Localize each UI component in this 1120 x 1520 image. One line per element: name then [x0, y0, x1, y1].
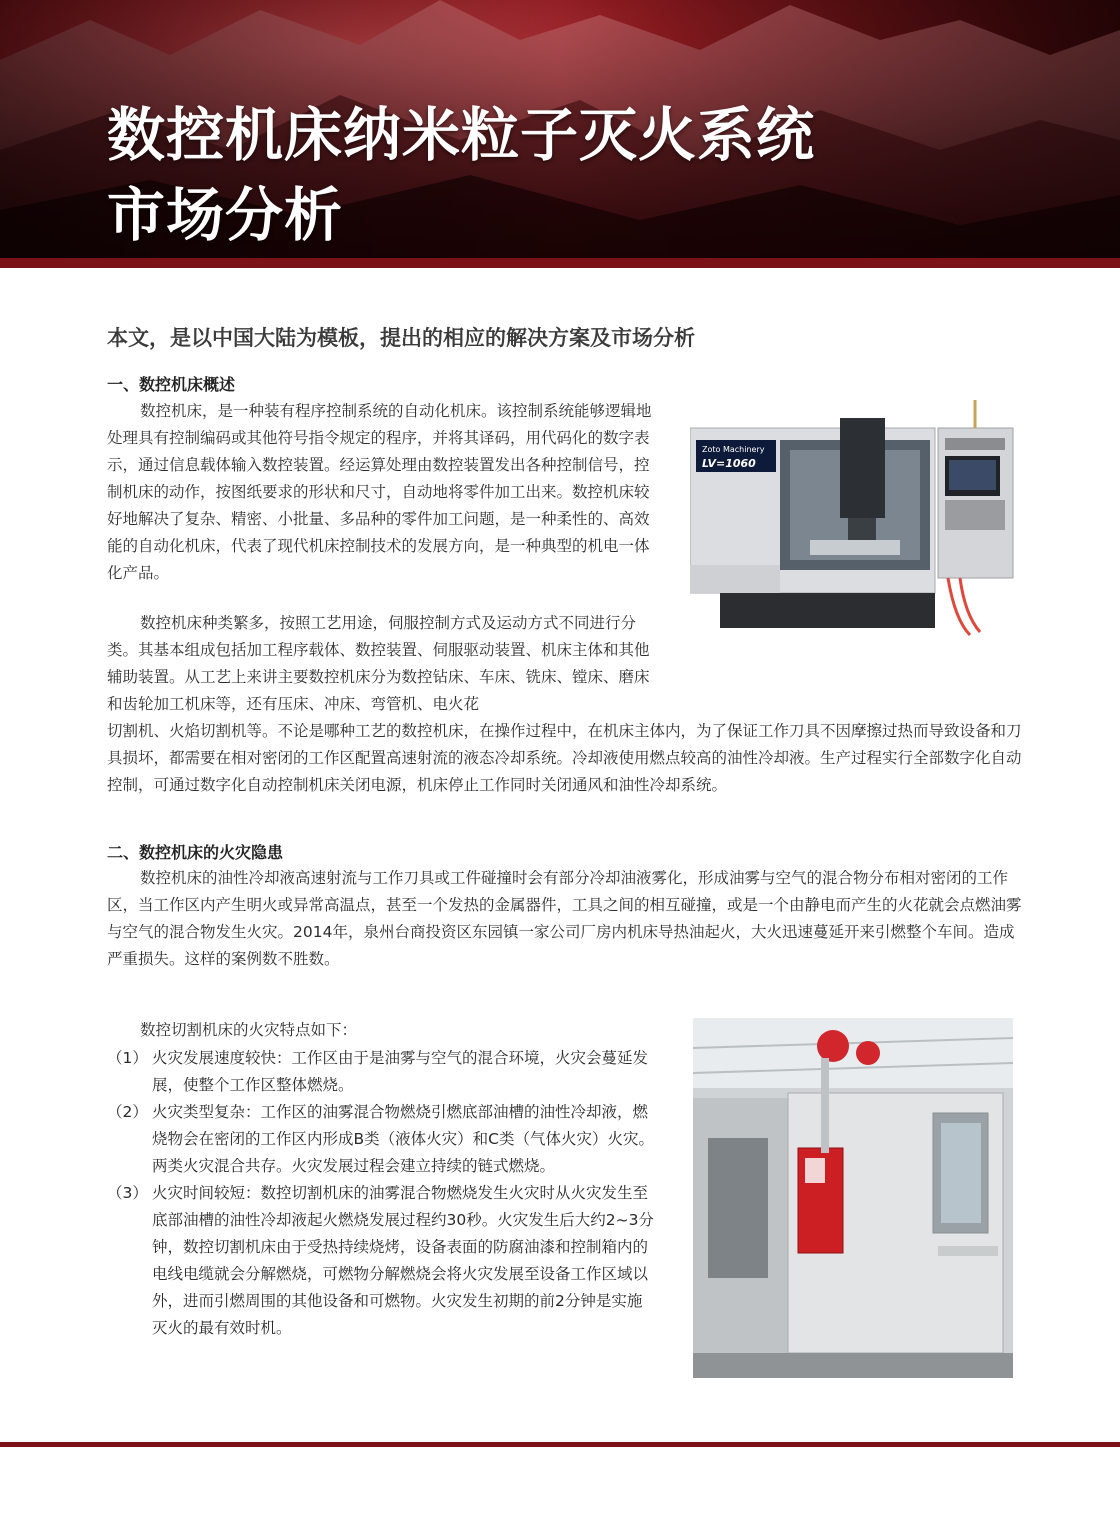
intro-subtitle: 本文，是以中国大陆为模板，提出的相应的解决方案及市场分析 — [107, 326, 695, 350]
footer-divider — [0, 1442, 1120, 1447]
header-divider — [0, 258, 1120, 268]
machine-model-label: LV=1060 — [702, 457, 756, 470]
page-title-line2: 市场分析 — [107, 181, 344, 249]
section1-heading: 一、数控机床概述 — [107, 375, 236, 394]
list-item-number: （1） — [107, 1049, 148, 1067]
machine-brand-label: Zoto Machinery — [702, 445, 765, 454]
fire-features-intro: 数控切割机床的火灾特点如下： — [140, 1021, 358, 1039]
list-item-text: 火灾发展速度较快：工作区由于是油雾与空气的混合环境，火灾会蔓延发展，使整个工作区整体燃烧。 — [152, 1049, 649, 1094]
list-item — [107, 1099, 657, 1180]
list-item-number: （2） — [107, 1103, 148, 1121]
list-item-text: 火灾时间较短：数控切割机床的油雾混合物燃烧发生火灾时从火灾发生至底部油槽的油性冷却液起火燃烧发展过程约30秒。火灾发生后大约2~3分钟，数控切割机床由于受热持续烧烤，设备表面的防腐油漆和控制箱内的电线电缆就会分解燃烧，可燃物分解燃烧会将火灾发展至设备工作区域以外，进而引燃周围的其他设备和可燃物。火灾发生初期的前2分钟是实施灭火的最有效时机。 — [152, 1184, 654, 1337]
list-item — [107, 1180, 657, 1342]
fire-features-list — [107, 1045, 657, 1342]
section1-paragraph2a: 数控机床种类繁多，按照工艺用途，伺服控制方式及运动方式不同进行分类。其基本组成包括加工程序载体、数控装置、伺服驱动装置、机床主体和其他辅助装置。从工艺上来讲主要数控机床分为数控钻床、车床、铣床、镗床、磨床和齿轮加工机床等，还有压床、冲床、弯管机、电火花 — [107, 614, 650, 713]
page-title-line1: 数控机床纳米粒子灭火系统 — [107, 101, 816, 169]
list-item-number: （3） — [107, 1184, 148, 1202]
cnc-machine-image — [690, 400, 1015, 640]
list-item-text: 火灾类型复杂：工作区的油雾混合物燃烧引燃底部油槽的油性冷却液，燃烧物会在密闭的工作区内形成B类（液体火灾）和C类（气体火灾）火灾。两类火灾混合共存。火灾发展过程会建立持续的链式燃烧。 — [152, 1103, 654, 1175]
list-item — [107, 1045, 657, 1099]
section2-paragraph1: 数控机床的油性冷却液高速射流与工作刀具或工件碰撞时会有部分冷却油液雾化，形成油雾与空气的混合物分布相对密闭的工作区，当工作区内产生明火或异常高温点，甚至一个发热的金属器件，工具之间的相互碰撞，或是一个由静电而产生的火花就会点燃油雾与空气的混合物发生火灾。2014年，泉州台商投资区东园镇一家公司厂房内机床导热油起火，大火迅速蔓延开来引燃整个车间。造成严重损失。这样的案例数不胜数。 — [107, 869, 1022, 968]
section1-paragraph1: 数控机床，是一种装有程序控制系统的自动化机床。该控制系统能够逻辑地处理具有控制编码或其他符号指令规定的程序，并将其译码，用代码化的数字表示，通过信息载体输入数控装置。经运算处理由数控装置发出各种控制信号，控制机床的动作，按图纸要求的形状和尺寸，自动地将零件加工出来。数控机床较好地解决了复杂、精密、小批量、多品种的零件加工问题，是一种柔性的、高效能的自动化机床，代表了现代机床控制技术的发展方向，是一种典型的机电一体化产品。 — [107, 402, 652, 582]
section1-paragraph2b: 切割机、火焰切割机等。不论是哪种工艺的数控机床，在操作过程中，在机床主体内，为了保证工作刀具不因摩擦过热而导致设备和刀具损坏，都需要在相对密闭的工作区配置高速射流的液态冷却系统。冷却液使用燃点较高的油性冷却液。生产过程实行全部数字化自动控制，可通过数字化自动控制机床关闭电源，机床停止工作同时关闭通风和油性冷却系统。 — [107, 722, 1022, 794]
section2-heading: 二、数控机床的火灾隐患 — [107, 843, 284, 862]
machining-center-image — [693, 1018, 1013, 1378]
